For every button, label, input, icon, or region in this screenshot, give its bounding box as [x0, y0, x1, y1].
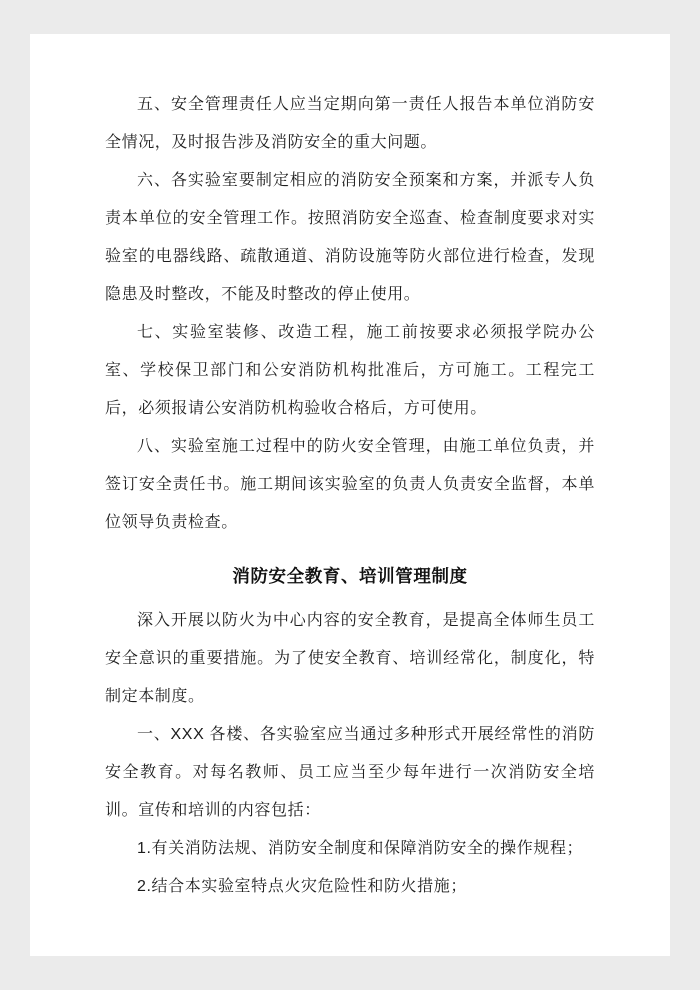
paragraph-item-6: 六、各实验室要制定相应的消防安全预案和方案，并派专人负责本单位的安全管理工作。按照消防安全巡查、检查制度要求对实验室的电器线路、疏散通道、消防设施等防火部位进行检查，发现隐患及时整改，不能及时整改的停止使用。: [105, 172, 595, 303]
paragraph-item-8: 八、实验室施工过程中的防火安全管理，由施工单位负责，并签订安全责任书。施工期间该实验室的负责人负责安全监督，本单位领导负责检查。: [105, 438, 595, 531]
section-heading: 消防安全教育、培训管理制度: [232, 566, 468, 586]
paragraph-intro: 深入开展以防火为中心内容的安全教育，是提高全体师生员工安全意识的重要措施。为了使安全教育、培训经常化，制度化，特制定本制度。: [105, 612, 595, 705]
document-page: [30, 34, 670, 956]
list-item-1: 1.有关消防法规、消防安全制度和保障消防安全的操作规程；: [137, 840, 584, 857]
paragraph-item-1: 一、XXX 各楼、各实验室应当通过多种形式开展经常性的消防安全教育。对每名教师、员工应当至少每年进行一次消防安全培训。宣传和培训的内容包括：: [105, 726, 595, 819]
paragraph-item-7: 七、实验室装修、改造工程，施工前按要求必须报学院办公室、学校保卫部门和公安消防机构批准后，方可施工。工程完工后，必须报请公安消防机构验收合格后，方可使用。: [105, 324, 595, 417]
paragraph-item-5: 五、安全管理责任人应当定期向第一责任人报告本单位消防安全情况，及时报告涉及消防安全的重大问题。: [105, 96, 595, 151]
list-item-2: 2.结合本实验室特点火灾危险性和防火措施；: [137, 878, 467, 895]
